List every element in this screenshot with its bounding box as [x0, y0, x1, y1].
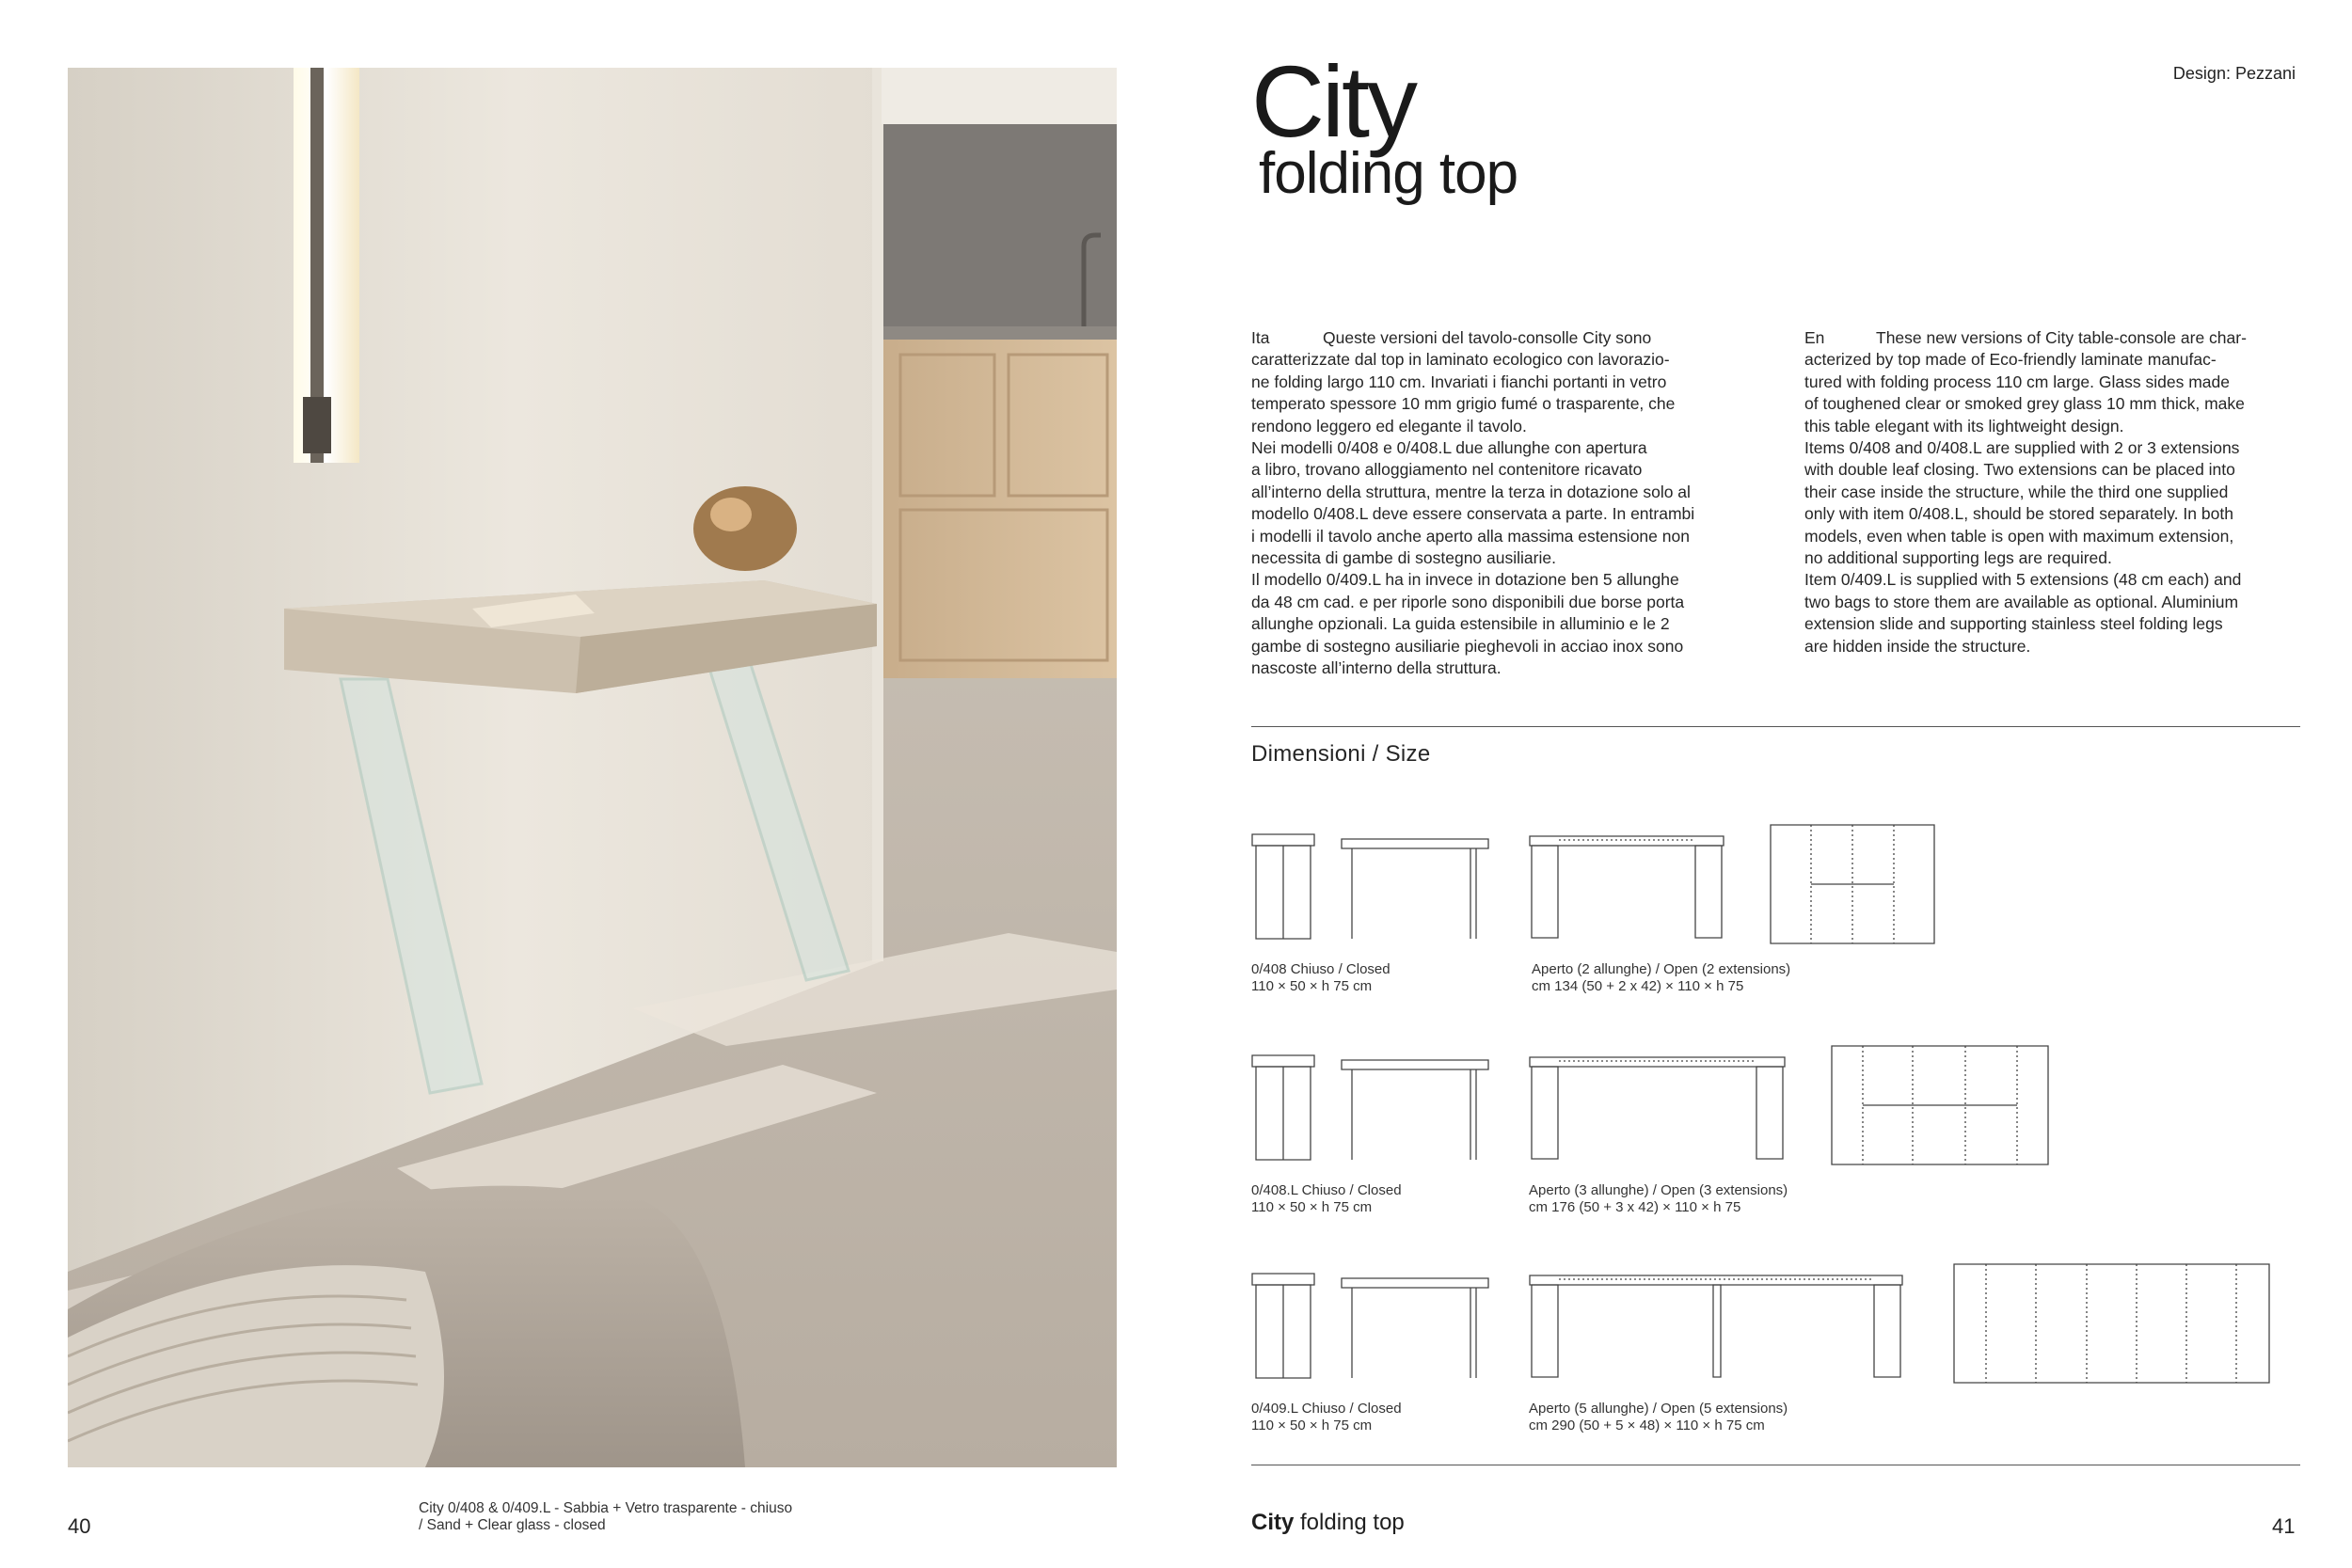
text-line: Il modello 0/409.L ha in invece in dotazione ben 5 allunghe	[1251, 570, 1679, 590]
text-line: En These new versions of City table-console are char-	[1804, 327, 2298, 349]
text-line: extension slide and supporting stainless steel folding legs	[1804, 614, 2223, 634]
model-size: 110 × 50 × h 75 cm	[1251, 978, 1373, 994]
product-photo	[68, 68, 1117, 1467]
closed-dimension-label	[1251, 961, 1391, 995]
open-size: cm 290 (50 + 5 × 48) × 110 × h 75 cm	[1529, 1418, 1765, 1433]
text-line: nascoste all’interno della struttura.	[1251, 658, 1502, 678]
text-line: Items 0/408 and 0/408.L are supplied with 2 or 3 extensions	[1804, 438, 2240, 458]
model-label: 0/408 Chiuso / Closed	[1251, 961, 1391, 977]
open-size: cm 176 (50 + 3 x 42) × 110 × h 75	[1529, 1199, 1741, 1215]
open-size: cm 134 (50 + 2 x 42) × 110 × h 75	[1532, 978, 1744, 994]
open-front-view-drawing	[1529, 1053, 1788, 1162]
open-label: Aperto (2 allunghe) / Open (2 extensions)	[1532, 961, 1791, 977]
closed-dimension-label	[1251, 1182, 1402, 1216]
text-line: rendono leggero ed elegante il tavolo.	[1251, 416, 1527, 436]
text-line: acterized by top made of Eco-friendly laminate manufac-	[1804, 350, 2217, 370]
model-label: 0/409.L Chiuso / Closed	[1251, 1401, 1402, 1417]
text-line: necessita di gambe di sostegno ausiliarie.	[1251, 548, 1556, 568]
text-line: of toughened clear or smoked grey glass 10 mm thick, make	[1804, 394, 2245, 414]
text-line: models, even when table is open with maximum extension,	[1804, 526, 2234, 546]
model-size: 110 × 50 × h 75 cm	[1251, 1199, 1373, 1215]
dimensions-heading: Dimensioni / Size	[1251, 741, 1431, 767]
closed-front-view-drawing	[1341, 1276, 1491, 1380]
open-top-view-drawing	[1830, 1044, 2051, 1168]
product-title: City	[1251, 44, 1415, 158]
text-line: Ita Queste versioni del tavolo-consolle City sono	[1251, 327, 1750, 349]
photo-caption	[419, 1500, 946, 1534]
designer-credit: Design: Pezzani	[2172, 64, 2296, 83]
text-line: all’interno della struttura, mentre la terza in dotazione solo al	[1251, 482, 1691, 501]
closed-dimension-label	[1251, 1401, 1402, 1434]
text-line: no additional supporting legs are required.	[1804, 548, 2112, 568]
caption-line-2: / Sand + Clear glass - closed	[419, 1517, 606, 1533]
open-top-view-drawing	[1952, 1262, 2272, 1386]
product-subtitle: folding top	[1259, 141, 1518, 206]
open-label: Aperto (3 allunghe) / Open (3 extensions)	[1529, 1182, 1788, 1198]
text-line: only with item 0/408.L, should be stored separately. In both	[1804, 504, 2233, 524]
model-label: 0/408.L Chiuso / Closed	[1251, 1182, 1402, 1198]
closed-front-view-drawing	[1341, 1058, 1491, 1162]
text-line: temperato spessore 10 mm grigio fumé o trasparente, che	[1251, 394, 1676, 414]
text-line: caratterizzate dal top in laminato ecologico con lavorazio-	[1251, 350, 1670, 370]
text-line: allunghe opzionali. La guida estensibile in alluminio e le 2	[1251, 614, 1670, 634]
open-dimension-label	[1529, 1401, 1788, 1434]
footer-title-rest: folding top	[1294, 1510, 1405, 1535]
caption-line-1: City 0/408 & 0/409.L - Sabbia + Vetro trasparente - chiuso	[419, 1500, 793, 1516]
page-number-left: 40	[68, 1514, 91, 1538]
closed-side-view-drawing	[1251, 832, 1315, 941]
open-dimension-label	[1532, 961, 1790, 995]
model-size: 110 × 50 × h 75 cm	[1251, 1418, 1373, 1433]
open-label: Aperto (5 allunghe) / Open (5 extensions)	[1529, 1401, 1788, 1417]
text-line: ne folding largo 110 cm. Invariati i fianchi portanti in vetro	[1251, 372, 1667, 391]
page-number-right: 41	[2272, 1514, 2296, 1538]
closed-side-view-drawing	[1251, 1053, 1315, 1162]
text-line: are hidden inside the structure.	[1804, 636, 2031, 656]
text-line: da 48 cm cad. e per riporle sono disponibili due borse porta	[1251, 592, 1685, 611]
text-line: their case inside the structure, while the third one supplied	[1804, 482, 2229, 501]
open-front-view-drawing	[1529, 832, 1726, 941]
divider-top	[1251, 726, 2300, 727]
text-line: modello 0/408.L deve essere conservata a parte. In entrambi	[1251, 504, 1695, 524]
language-label: En	[1804, 328, 1825, 347]
text-line: with double leaf closing. Two extensions can be placed into	[1804, 460, 2235, 480]
footer-title	[1251, 1510, 1405, 1536]
english-description	[1804, 327, 2298, 657]
italian-description	[1251, 327, 1750, 680]
text-line: gambe di sostegno ausiliarie pieghevoli in acciao inox sono	[1251, 636, 1684, 656]
closed-front-view-drawing	[1341, 837, 1491, 941]
text-line: i modelli il tavolo anche aperto alla massima estensione non	[1251, 526, 1690, 546]
text-line: Item 0/409.L is supplied with 5 extensions (48 cm each) and	[1804, 570, 2242, 590]
closed-side-view-drawing	[1251, 1272, 1315, 1380]
open-top-view-drawing	[1769, 823, 1938, 947]
open-dimension-label	[1529, 1182, 1788, 1216]
text-line: tured with folding process 110 cm large. Glass sides made	[1804, 372, 2230, 391]
footer-title-bold: City	[1251, 1510, 1295, 1535]
open-front-view-drawing	[1529, 1272, 1905, 1380]
text-line: Nei modelli 0/408 e 0/408.L due allunghe con apertura	[1251, 438, 1647, 458]
text-line: two bags to store them are available as optional. Aluminium	[1804, 592, 2239, 611]
text-line: a libro, trovano alloggiamento nel contenitore ricavato	[1251, 460, 1643, 480]
text-line: this table elegant with its lightweight design.	[1804, 416, 2124, 436]
language-label: Ita	[1251, 328, 1270, 347]
